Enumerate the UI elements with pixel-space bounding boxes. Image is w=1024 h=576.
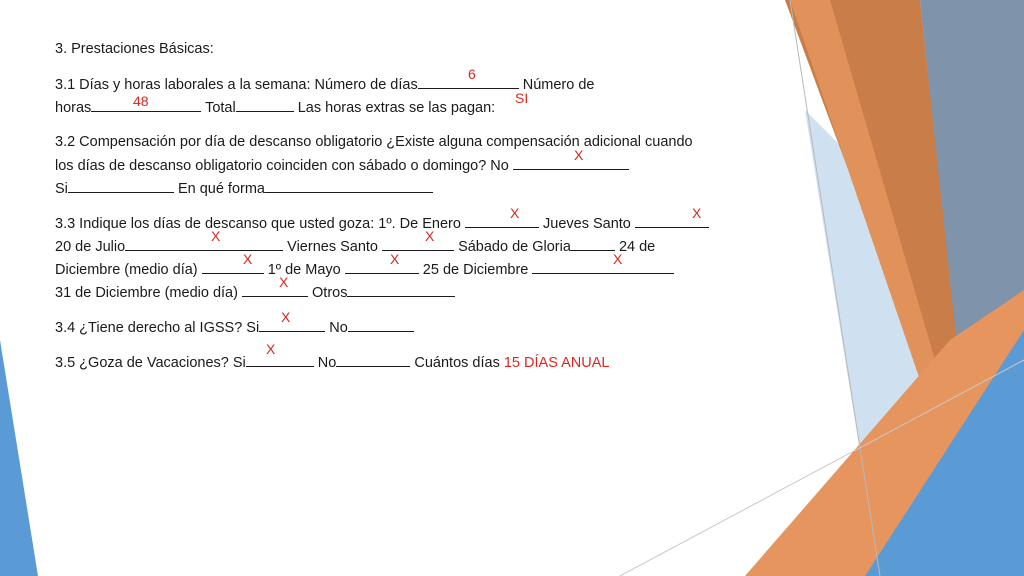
answer-dias: 6 bbox=[468, 66, 476, 82]
sabado-blank[interactable] bbox=[571, 235, 615, 251]
answer-no: X bbox=[574, 147, 584, 163]
answer-extras: SI bbox=[515, 90, 529, 106]
right-slate-shape bbox=[920, 0, 1024, 430]
right-orange-highlight bbox=[790, 0, 935, 380]
julio-blank[interactable] bbox=[125, 235, 283, 251]
q31-text-4: Total bbox=[205, 100, 236, 116]
left-blue-shape bbox=[0, 340, 38, 576]
q35-text-1: 3.5 ¿Goza de Vacaciones? Si bbox=[55, 355, 246, 371]
total-blank[interactable] bbox=[236, 96, 294, 112]
q33-text-7: Diciembre (medio día) bbox=[55, 262, 198, 278]
mayo-blank[interactable] bbox=[345, 258, 419, 274]
q33-text-8: 1º de Mayo bbox=[267, 262, 341, 278]
thin-line-1 bbox=[790, 0, 880, 576]
q32-line-2 bbox=[55, 147, 755, 177]
si-blank[interactable] bbox=[68, 177, 174, 193]
answer-viernes: X bbox=[425, 228, 435, 244]
heading-text: 3. Prestaciones Básicas: bbox=[55, 41, 214, 57]
answer-vac-si: X bbox=[266, 341, 276, 357]
enero-blank[interactable] bbox=[465, 212, 539, 228]
right-lightblue-shape bbox=[805, 110, 1024, 576]
bottom-blue-shape bbox=[865, 330, 1024, 576]
forma-blank[interactable] bbox=[265, 177, 433, 193]
answer-31dic: X bbox=[279, 274, 289, 290]
q32-text-4: En qué forma bbox=[177, 181, 265, 197]
24dic-blank[interactable] bbox=[202, 258, 264, 274]
q33-line-1 bbox=[55, 205, 755, 235]
q33-text-5: Sábado de Gloria bbox=[458, 239, 571, 255]
q31-text-3: horas bbox=[55, 100, 92, 116]
q33-line-3 bbox=[55, 251, 755, 281]
q33-text-11: Otros bbox=[312, 285, 348, 301]
answer-enero: X bbox=[510, 205, 520, 221]
no-blank[interactable] bbox=[513, 154, 629, 170]
q34-text-1: 3.4 ¿Tiene derecho al IGSS? Si bbox=[55, 320, 260, 336]
q31-text-5: Las horas extras se las pagan: bbox=[297, 100, 496, 116]
q31-line-2 bbox=[55, 90, 755, 119]
q31-text-2: Número de bbox=[522, 77, 595, 93]
answer-25dic: X bbox=[613, 251, 623, 267]
vac-si-blank[interactable] bbox=[246, 351, 314, 367]
answer-horas: 48 bbox=[133, 93, 149, 109]
q33-text-10: 31 de Diciembre (medio día) bbox=[55, 285, 238, 301]
thin-line-2 bbox=[620, 360, 1024, 576]
q33-text-4: Viernes Santo bbox=[287, 239, 378, 255]
q32-line-1 bbox=[55, 131, 755, 154]
31dic-blank[interactable] bbox=[242, 281, 308, 297]
25dic-blank[interactable] bbox=[532, 258, 674, 274]
viernes-blank[interactable] bbox=[382, 235, 454, 251]
section-heading bbox=[55, 38, 755, 61]
q33-line-2 bbox=[55, 228, 755, 258]
form-body bbox=[55, 38, 755, 374]
igss-si-blank[interactable] bbox=[259, 316, 325, 332]
q34-line bbox=[55, 309, 755, 339]
right-orange-shape bbox=[785, 0, 965, 430]
q32-text-2: los días de descanso obligatorio coinciden con sábado o domingo? No bbox=[55, 158, 509, 174]
answer-dias-vacaciones: 15 DÍAS ANUAL bbox=[503, 355, 610, 371]
q33-text-3: 20 de Julio bbox=[55, 239, 126, 255]
answer-igss-si: X bbox=[281, 309, 291, 325]
answer-jueves: X bbox=[692, 205, 702, 221]
q33-text-2: Jueves Santo bbox=[543, 216, 631, 232]
q33-text-9: 25 de Diciembre bbox=[422, 262, 529, 278]
vac-no-blank[interactable] bbox=[336, 351, 410, 367]
bottom-orange-shape bbox=[745, 290, 1024, 576]
q35-text-2: No bbox=[317, 355, 337, 371]
otros-blank[interactable] bbox=[347, 281, 455, 297]
q32-line-3 bbox=[55, 177, 755, 200]
q35-line bbox=[55, 341, 755, 374]
q31-text-1: 3.1 Días y horas laborales a la semana: Número de días bbox=[55, 77, 418, 93]
igss-no-blank[interactable] bbox=[348, 316, 414, 332]
q34-text-2: No bbox=[329, 320, 348, 336]
answer-julio: X bbox=[211, 228, 221, 244]
q32-text-3: Si bbox=[55, 181, 68, 197]
q32-text-1: 3.2 Compensación por día de descanso obligatorio ¿Existe alguna compensación adicional cuando bbox=[55, 134, 693, 150]
q33-line-4 bbox=[55, 274, 755, 304]
q33-text-6: 24 de bbox=[618, 239, 656, 255]
answer-mayo: X bbox=[390, 251, 400, 267]
answer-24dic: X bbox=[243, 251, 253, 267]
q35-text-3: Cuántos días bbox=[414, 355, 500, 371]
q31-line-1 bbox=[55, 66, 755, 96]
q33-text-1: 3.3 Indique los días de descanso que usted goza: 1º. De Enero bbox=[55, 216, 461, 232]
